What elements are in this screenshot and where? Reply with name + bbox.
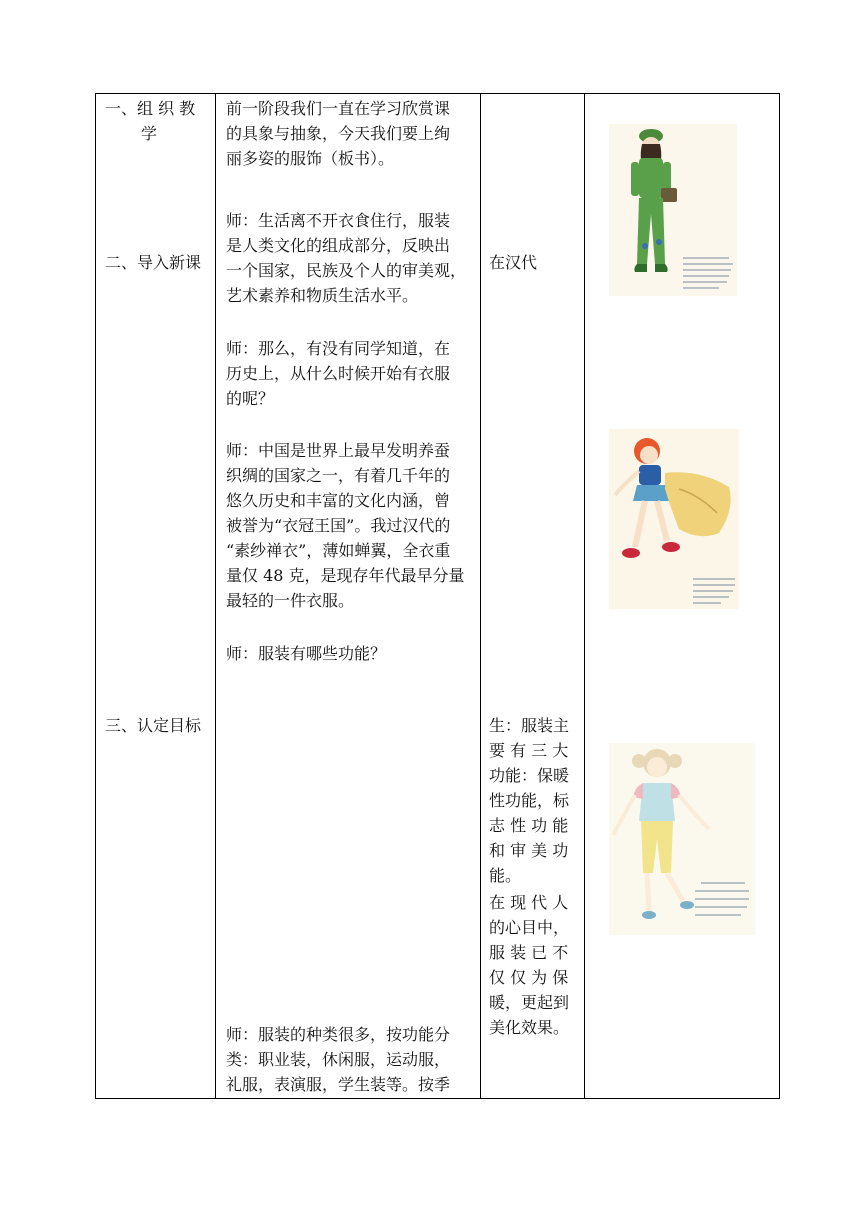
text-line: 的呢？: [226, 389, 275, 408]
text-line: 丽多姿的服饰（板书）。: [226, 149, 395, 168]
text-line: “素纱禅衣”，薄如蝉翼，全衣重: [226, 541, 451, 560]
text-line: 师：生活离不开衣食住行，服装: [226, 211, 451, 230]
text-line: 师：中国是世界上最早发明养蚕: [226, 441, 451, 460]
column-divider-3: [584, 93, 585, 1099]
table-border-left: [95, 93, 96, 1099]
table-border-right: [779, 93, 780, 1099]
step-objectives: 三、认定目标: [105, 716, 202, 735]
text-line: 织绸的国家之一，有着几千年的: [226, 466, 451, 485]
step-organize-line2: 学: [141, 124, 158, 143]
text-line: 服 装 已 不: [489, 943, 569, 962]
text-line: 功能：保暖: [489, 766, 570, 785]
student-answer-3: [489, 890, 577, 1040]
text-line: 师：服装有哪些功能？: [226, 644, 387, 663]
table-border-top: [95, 93, 780, 94]
redhead-girl-illustration: [609, 429, 757, 609]
text-line: 被誉为“衣冠王国”。我过汉代的: [226, 516, 451, 535]
text-line: 生：服装主: [489, 716, 570, 735]
student-answer-1: 在汉代: [489, 253, 538, 272]
text-line: 历史上，从什么时候开始有衣服: [226, 364, 451, 383]
text-line: 师：那么，有没有同学知道，在: [226, 339, 451, 358]
text-line: 量仅 48 克，是现存年代最早分量: [226, 566, 465, 585]
text-line: 的心目中，: [489, 918, 570, 937]
text-line: 志 性 功 能: [489, 816, 569, 835]
text-line: 最轻的一件衣服。: [226, 591, 355, 610]
text-line: 性功能，标: [489, 791, 570, 810]
text-line: 悠久历史和丰富的文化内涵，曾: [226, 491, 451, 510]
text-line: 仅 仅 为 保: [489, 968, 569, 987]
text-line: 艺术素养和物质生活水平。: [226, 286, 419, 305]
teacher-para-6: [226, 1022, 476, 1097]
text-line: 能。: [489, 866, 522, 885]
teacher-para-5: [226, 641, 476, 666]
step-organize-line1: 一、组 织 教: [105, 99, 196, 118]
text-line: 前一阶段我们一直在学习欣赏课: [226, 99, 451, 118]
step-intro: 二、导入新课: [105, 253, 202, 272]
text-line: 师：服装的种类很多，按功能分: [226, 1025, 451, 1044]
step-organize: [105, 96, 215, 146]
green-outfit-illustration: [609, 124, 757, 296]
text-line: 一个国家，民族及个人的审美观，: [226, 261, 467, 280]
lesson-table: [95, 93, 780, 1099]
text-line: 和 审 美 功: [489, 841, 569, 860]
column-divider-2: [480, 93, 481, 1099]
teacher-para-2: [226, 208, 476, 308]
text-line: 是人类文化的组成部分，反映出: [226, 236, 451, 255]
teacher-para-1: [226, 96, 476, 171]
text-line: 礼服，表演服，学生装等。按季: [226, 1075, 451, 1094]
text-line: 要 有 三 大: [489, 741, 569, 760]
table-border-bottom: [95, 1098, 780, 1099]
teacher-para-4: [226, 438, 476, 613]
text-line: 暖，更起到: [489, 993, 570, 1012]
text-line: 类：职业装，休闲服，运动服，: [226, 1050, 451, 1069]
student-answer-2: [489, 713, 577, 888]
text-line: 在 现 代 人: [489, 893, 569, 912]
pigtail-girl-illustration: [609, 743, 757, 935]
text-line: 美化效果。: [489, 1018, 570, 1037]
text-line: 的具象与抽象，今天我们要上绚: [226, 124, 451, 143]
teacher-para-3: [226, 336, 476, 411]
column-divider-1: [215, 93, 216, 1099]
